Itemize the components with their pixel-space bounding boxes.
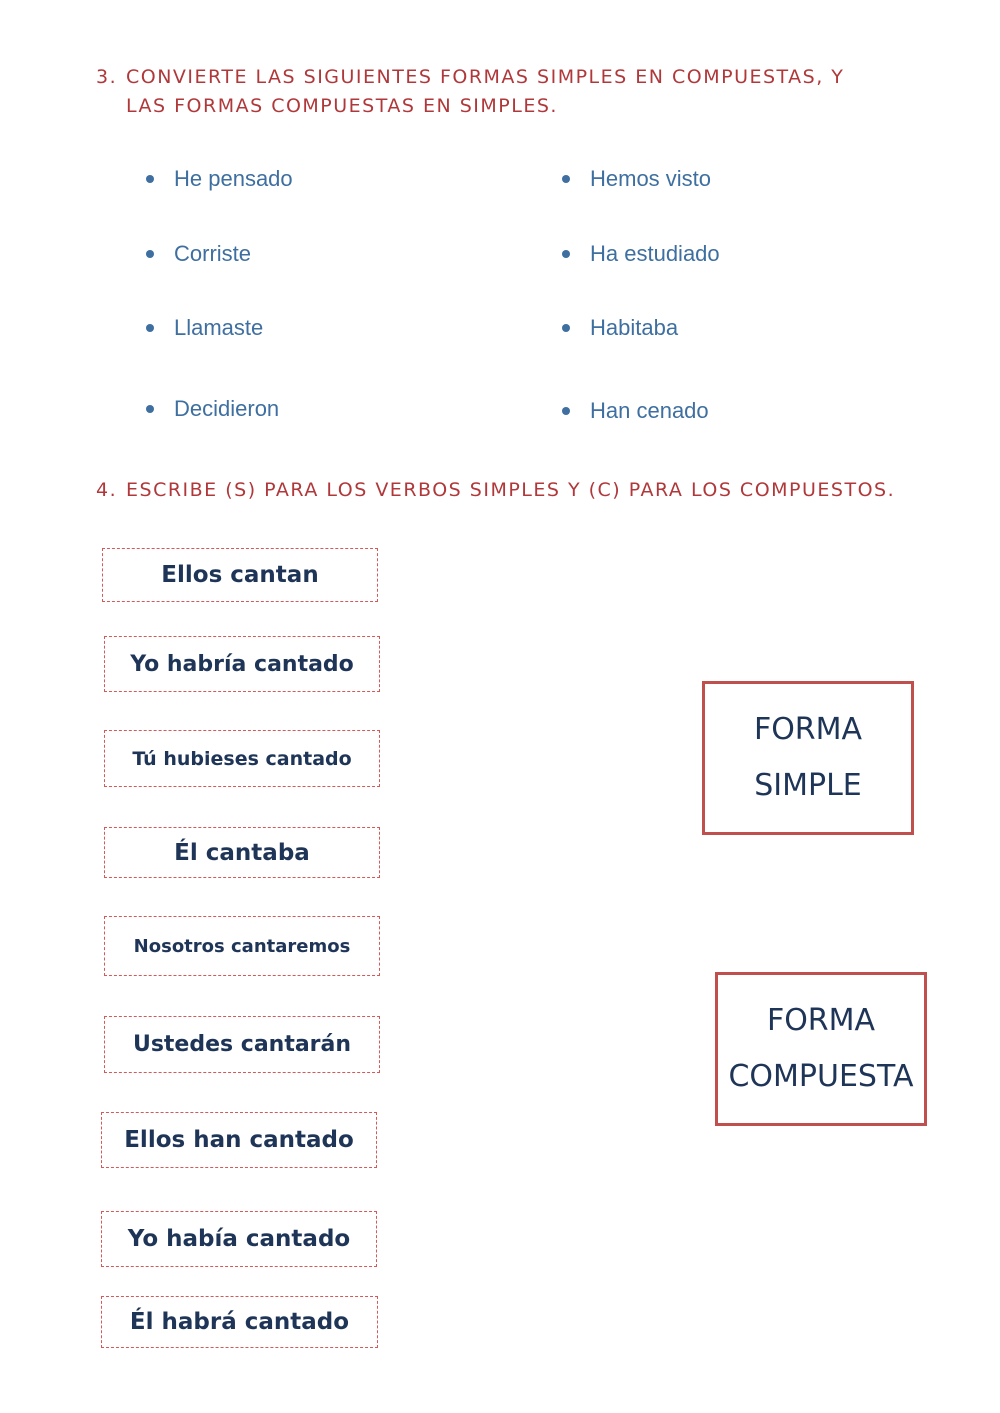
bullet-icon (562, 324, 570, 332)
simple-form-drop-zone[interactable] (702, 681, 914, 835)
verb-form: Corriste (174, 241, 252, 266)
bullet-icon (146, 405, 154, 413)
exercise-3-heading (96, 63, 856, 123)
target-label: COMPUESTA (728, 1059, 914, 1094)
verb-form: Han cenado (590, 398, 709, 423)
verb-card[interactable]: Ustedes cantarán (104, 1016, 380, 1073)
verb-form: Habitaba (590, 315, 679, 340)
verb-card[interactable]: Él habrá cantado (101, 1296, 378, 1348)
target-label: FORMA (766, 1003, 876, 1038)
verb-card[interactable]: Yo había cantado (101, 1211, 377, 1267)
bullet-icon (562, 175, 570, 183)
verb-card[interactable]: Ellos han cantado (101, 1112, 377, 1168)
target-label: FORMA (753, 712, 863, 747)
verb-card[interactable]: Tú hubieses cantado (104, 730, 380, 787)
verb-form: Hemos visto (590, 166, 712, 191)
verb-card[interactable]: Yo habría cantado (104, 636, 380, 692)
exercise-3-instruction-line-1: CONVIERTE LAS SIGUIENTES FORMAS SIMPLES EN COMPUESTAS, Y (126, 66, 845, 88)
verb-card[interactable]: Nosotros cantaremos (104, 916, 380, 976)
bullet-icon (146, 324, 154, 332)
bullet-icon (146, 250, 154, 258)
exercise-4-number: 4. (96, 479, 118, 501)
verb-form: He pensado (174, 166, 293, 191)
bullet-icon (562, 250, 570, 258)
verb-card[interactable]: Él cantaba (104, 827, 380, 878)
verb-form: Llamaste (174, 315, 264, 340)
bullet-icon (562, 407, 570, 415)
bullet-icon (146, 175, 154, 183)
exercise-4-instruction: ESCRIBE (S) PARA LOS VERBOS SIMPLES Y (C) PARA LOS COMPUESTOS. (126, 479, 896, 501)
exercise-4-heading (96, 476, 956, 506)
verb-form: Ha estudiado (590, 241, 720, 266)
verb-card[interactable]: Ellos cantan (102, 548, 378, 602)
target-label: SIMPLE (754, 768, 862, 803)
exercise-3-number: 3. (96, 66, 118, 88)
compound-form-drop-zone[interactable] (715, 972, 927, 1126)
exercise-3-instruction-line-2: LAS FORMAS COMPUESTAS EN SIMPLES. (126, 95, 558, 117)
verb-form: Decidieron (174, 396, 280, 421)
